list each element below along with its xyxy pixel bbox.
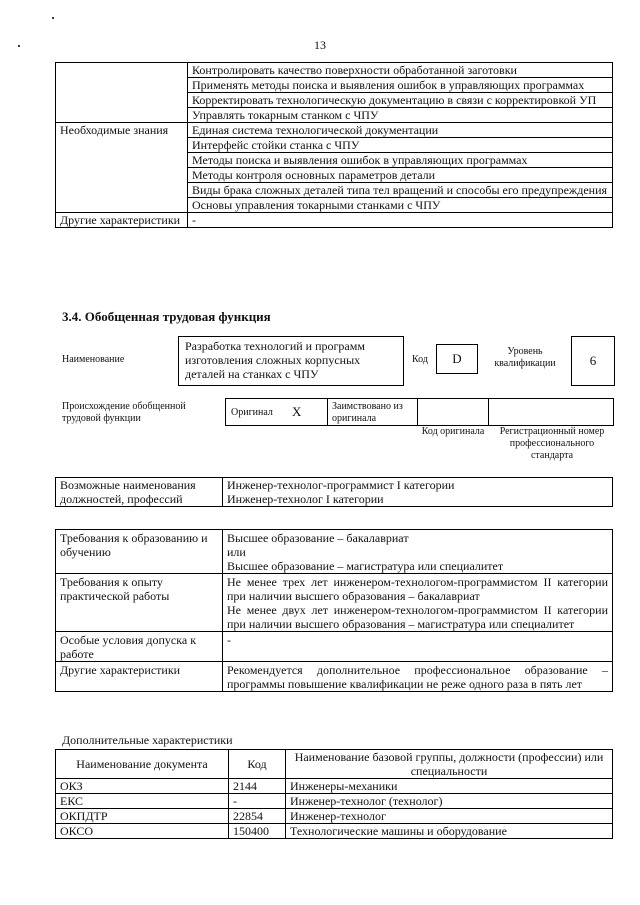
doc-name-cell: ОКСО (56, 824, 229, 839)
row-item: Виды брака сложных деталей типа тел вращений и способы его предупреждения (188, 183, 613, 198)
doc-name-cell: ОКПДТР (56, 809, 229, 824)
table-row (56, 779, 613, 794)
row-item: Применять методы поиска и выявления ошибок в управляющих программах (188, 78, 613, 93)
origin-cell-original (225, 398, 328, 426)
positions-table (55, 477, 613, 507)
requirement-line: Рекомендуется дополнительное профессиональное образование – программы повышение квалификации не реже одного раза в пять лет (227, 663, 608, 691)
row-item: Контролировать качество поверхности обработанной заготовки (188, 63, 613, 78)
requirement-label: Требования к образованию и обучению (56, 530, 223, 574)
borrowed-label: Заимствовано из оригинала (332, 401, 403, 424)
original-label: Оригинал (231, 407, 273, 418)
row-item: - (188, 213, 613, 228)
table-row (56, 662, 613, 692)
positions-values (223, 478, 613, 507)
origin-label: Происхождение обобщенной трудовой функции (62, 401, 186, 424)
reg-number-caption: Регистрационный номер профессионального стандарта (499, 426, 605, 461)
table-row (56, 824, 613, 839)
level-value: 6 (589, 353, 597, 368)
requirement-line: Высшее образование – магистратура или специалитет (227, 559, 504, 573)
requirement-label: Требования к опыту практической работы (56, 574, 223, 632)
code-box (436, 344, 478, 374)
requirement-line: Не менее двух лет инженером-технологом-программистом II категории при наличии высшего образования – магистратура или специалитет (227, 603, 608, 631)
requirement-line: Высшее образование – бакалавриат (227, 531, 409, 545)
code-label: Код (412, 354, 428, 365)
requirement-value (223, 632, 613, 662)
requirement-value (223, 530, 613, 574)
origin-cell-reg (488, 398, 614, 426)
table-row (56, 809, 613, 824)
code-cell: 22854 (229, 809, 286, 824)
row-item: Интерфейс стойки станка с ЧПУ (188, 138, 613, 153)
requirement-line: Не менее трех лет инженером-технологом-программистом II категории при наличии высшего образования – бакалавриат (227, 575, 608, 603)
row-item: Основы управления токарными станками с ЧПУ (188, 198, 613, 213)
additional-table (55, 749, 613, 839)
row-item: Методы контроля основных параметров детали (188, 168, 613, 183)
requirements-table (55, 529, 613, 692)
row-group-label (56, 63, 188, 123)
code-cell: 150400 (229, 824, 286, 839)
table-row (56, 574, 613, 632)
requirement-label: Особые условия допуска к работе (56, 632, 223, 662)
name-label: Наименование (62, 354, 125, 365)
original-mark: X (292, 404, 302, 419)
table-row (56, 123, 613, 138)
row-item: Управлять токарным станком с ЧПУ (188, 108, 613, 123)
group-name-cell: Инженер-технолог (технолог) (286, 794, 613, 809)
code-value: D (452, 351, 462, 366)
requirement-value (223, 574, 613, 632)
positions-label: Возможные наименования должностей, профессий (56, 478, 223, 507)
group-name-cell: Технологические машины и оборудование (286, 824, 613, 839)
header-doc-name: Наименование документа (56, 750, 229, 779)
function-name-value: Разработка технологий и программ изготовления сложных корпусных деталей на станках с ЧПУ (185, 339, 365, 381)
level-label: Уровень квалификации (494, 346, 556, 369)
doc-name-cell: ОКЗ (56, 779, 229, 794)
origin-cell-code (417, 398, 489, 426)
level-box (571, 336, 615, 386)
page-number: 13 (314, 38, 326, 52)
scan-speck (52, 17, 54, 19)
requirement-label: Другие характеристики (56, 662, 223, 692)
code-cell: 2144 (229, 779, 286, 794)
table-row (56, 63, 613, 78)
table-row (56, 213, 613, 228)
row-item: Методы поиска и выявления ошибок в управляющих программах (188, 153, 613, 168)
group-name-cell: Инженеры-механики (286, 779, 613, 794)
skills-knowledge-table (55, 62, 613, 228)
table-row (56, 632, 613, 662)
requirement-value (223, 662, 613, 692)
header-group-name: Наименование базовой группы, должности (профессии) или специальности (286, 750, 613, 779)
position-item: Инженер-технолог-программист I категории (227, 478, 455, 492)
row-item: Единая система технологической документации (188, 123, 613, 138)
origin-cell-borrowed (327, 398, 418, 426)
group-name-cell: Инженер-технолог (286, 809, 613, 824)
table-row (56, 530, 613, 574)
function-name-box (178, 336, 404, 386)
row-group-label: Необходимые знания (56, 123, 188, 213)
section-heading: 3.4. Обобщенная трудовая функция (62, 309, 271, 324)
requirement-line: или (227, 545, 246, 559)
position-item: Инженер-технолог I категории (227, 492, 384, 506)
table-row (56, 794, 613, 809)
code-cell: - (229, 794, 286, 809)
code-original-caption: Код оригинала (421, 426, 485, 437)
additional-title: Дополнительные характеристики (62, 733, 233, 747)
doc-name-cell: ЕКС (56, 794, 229, 809)
row-item: Корректировать технологическую документацию в связи с корректировкой УП (188, 93, 613, 108)
row-group-label: Другие характеристики (56, 213, 188, 228)
header-code: Код (229, 750, 286, 779)
requirement-line: - (227, 633, 231, 647)
